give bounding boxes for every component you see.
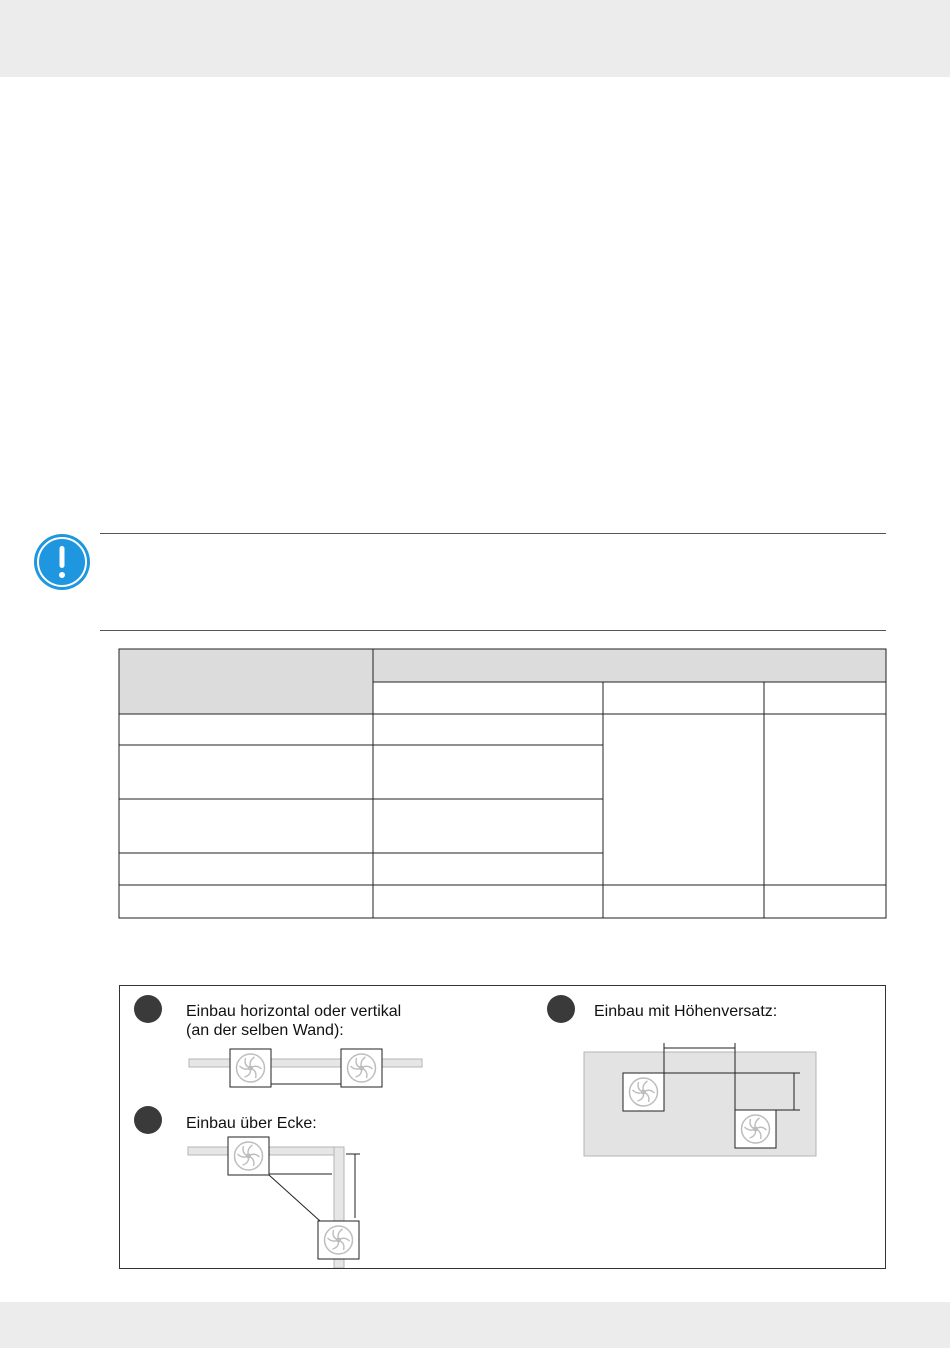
exclamation-icon bbox=[33, 533, 91, 591]
fan-icon bbox=[230, 1049, 271, 1087]
installation-figure bbox=[119, 985, 886, 1269]
footer-band bbox=[0, 1302, 950, 1348]
notice-rule-bottom bbox=[100, 630, 886, 631]
label-height-offset: Einbau mit Höhenversatz: bbox=[594, 1003, 778, 1020]
fan-icon bbox=[318, 1221, 359, 1259]
marker-corner bbox=[134, 1106, 162, 1134]
fan-icon bbox=[735, 1110, 776, 1148]
fan-icon bbox=[228, 1137, 269, 1175]
notice-rule-top bbox=[100, 533, 886, 534]
label-horizontal-vertical: Einbau horizontal oder vertikal bbox=[186, 1003, 402, 1020]
marker-horizontal-vertical bbox=[134, 995, 162, 1023]
label-corner: Einbau über Ecke: bbox=[186, 1115, 317, 1132]
distance-table bbox=[118, 648, 888, 920]
fan-icon bbox=[623, 1073, 664, 1111]
header-band bbox=[0, 0, 950, 77]
label-same-wall: (an der selben Wand): bbox=[186, 1022, 344, 1039]
marker-height-offset bbox=[547, 995, 575, 1023]
fan-icon bbox=[341, 1049, 382, 1087]
